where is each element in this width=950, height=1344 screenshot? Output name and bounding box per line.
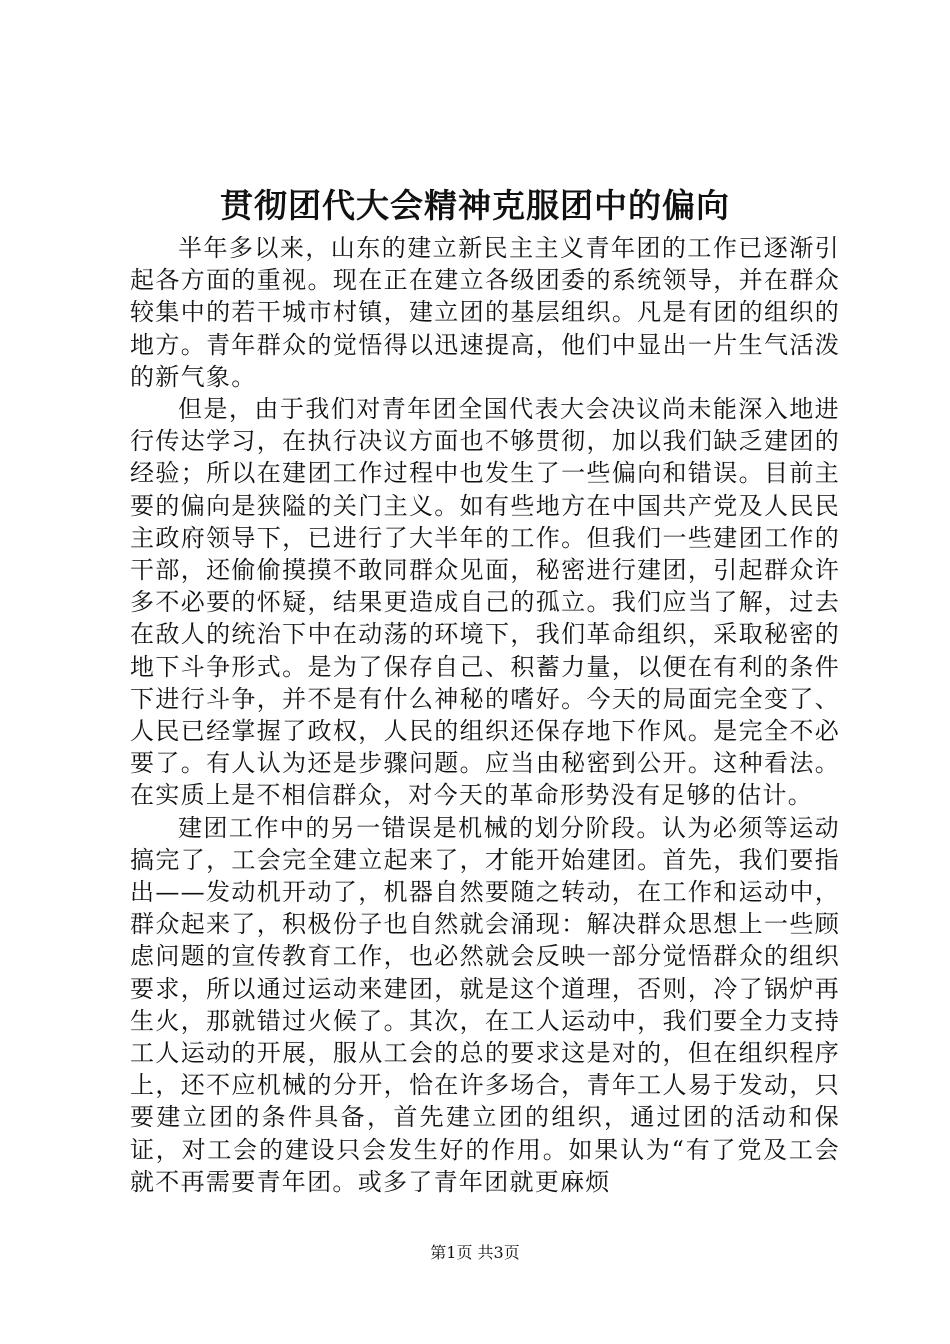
document-body xyxy=(130,232,840,1198)
paragraph-3: 建团工作中的另一错误是机械的划分阶段。认为必须等运动搞完了，工会完全建立起来了，才能开始建团。首先，我们要指出——发动机开动了，机器自然要随之转动，在工作和运动中，群众起来了，积极份子也自然就会涌现：解决群众思想上一些顾虑问题的宣传教育工作，也必然就会反映一部分觉悟群众的组织要求，所以通过运动来建团，就是这个道理，否则，冷了锅炉再生火，那就错过火候了。其次，在工人运动中，我们要全力支持工人运动的开展，服从工会的总的要求这是对的，但在组织程序上，还不应机械的分开，恰在许多场合，青年工人易于发动，只要建立团的条件具备，首先建立团的组织，通过团的活动和保证，对工会的建设只会发生好的作用。如果认为“有了党及工会就不再需要青年团。或多了青年团就更麻烦 xyxy=(130,813,840,1196)
page-footer: 第1页 共3页 xyxy=(430,1243,520,1262)
paragraph-2: 但是，由于我们对青年团全国代表大会决议尚未能深入地进行传达学习，在执行决议方面也不够贯彻，加以我们缺乏建团的经验；所以在建团工作过程中也发生了一些偏向和错误。目前主要的偏向是狭隘的关门主义。如有些地方在中国共产党及人民民主政府领导下，已进行了大半年的工作。但我们一些建团工作的干部，还偷偷摸摸不敢同群众见面，秘密进行建团，引起群众许多不必要的怀疑，结果更造成自己的孤立。我们应当了解，过去在敌人的统治下中在动荡的环境下，我们革命组织，采取秘密的地下斗争形式。是为了保存自己、积蓄力量，以便在有利的条件下进行斗争，并不是有什么神秘的嗜好。今天的局面完全变了、人民已经掌握了政权，人民的组织还保存地下作风。是完全不必要了。有人认为还是步骤问题。应当由秘密到公开。这种看法。在实质上是不相信群众，对今天的革命形势没有足够的估计。 xyxy=(130,395,840,810)
paragraph-1: 半年多以来，山东的建立新民主主义青年团的工作已逐渐引起各方面的重视。现在正在建立各级团委的系统领导，并在群众较集中的若干城市村镇，建立团的基层组织。凡是有团的组织的地方。青年群众的觉悟得以迅速提高，他们中显出一片生气活泼的新气象。 xyxy=(130,234,840,391)
document-title: 贯彻团代大会精神克服团中的偏向 xyxy=(220,186,730,225)
